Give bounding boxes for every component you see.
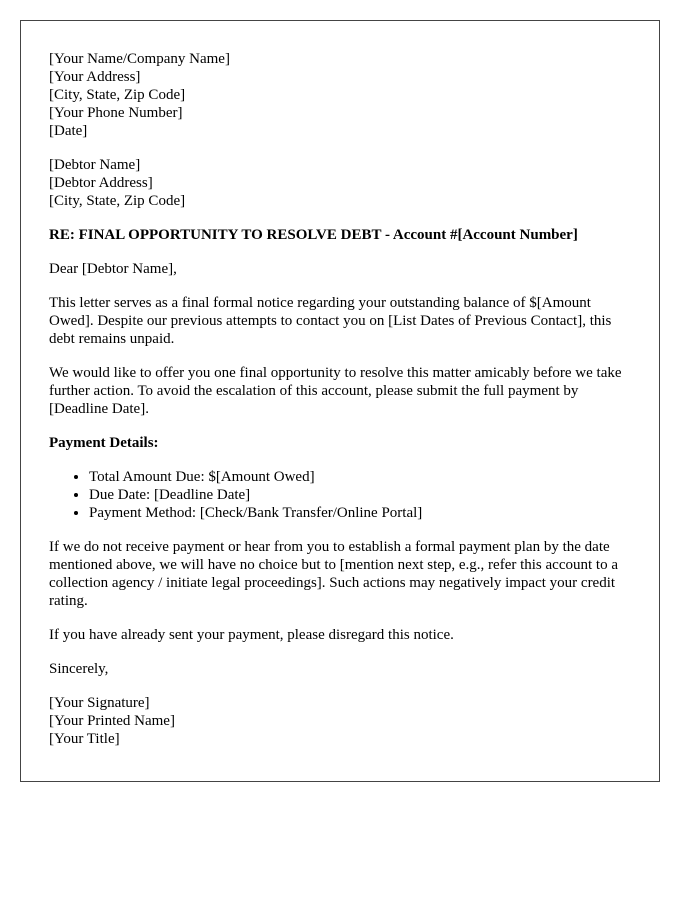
recipient-name: [Debtor Name] <box>49 157 141 173</box>
subject-line: RE: FINAL OPPORTUNITY TO RESOLVE DEBT - Account #[Account Number] <box>49 227 578 243</box>
payment-details-list <box>49 468 631 522</box>
title-line: [Your Title] <box>49 731 120 747</box>
letter-date: [Date] <box>49 123 88 139</box>
sender-block <box>49 50 631 140</box>
recipient-address: [Debtor Address] <box>49 175 153 191</box>
body-paragraph-1: This letter serves as a final formal notice regarding your outstanding balance of $[Amount Owed]. Despite our previous attempts to contact you on [List Dates of Previous Contact], this debt remains unpaid. <box>49 295 612 347</box>
list-item-due-date: • Due Date: [Deadline Date] <box>89 486 631 504</box>
list-item-payment-method: • Payment Method: [Check/Bank Transfer/Online Portal] <box>89 504 631 522</box>
signature-block <box>49 694 631 748</box>
recipient-city-state-zip: [City, State, Zip Code] <box>49 193 186 209</box>
payment-details-heading: Payment Details: <box>49 435 159 451</box>
body-paragraph-4: If you have already sent your payment, please disregard this notice. <box>49 627 454 643</box>
salutation: Dear [Debtor Name], <box>49 261 177 277</box>
sender-address: [Your Address] <box>49 69 141 85</box>
sender-city-state-zip: [City, State, Zip Code] <box>49 87 186 103</box>
body-paragraph-2: We would like to offer you one final opportunity to resolve this matter amicably before we take further action. To avoid the escalation of this account, please submit the full payment by [Deadline Date]. <box>49 365 622 417</box>
sender-phone: [Your Phone Number] <box>49 105 183 121</box>
recipient-block <box>49 156 631 210</box>
sender-name: [Your Name/Company Name] <box>49 51 230 67</box>
list-item-total-amount: • Total Amount Due: $[Amount Owed] <box>89 468 631 486</box>
signoff: Sincerely, <box>49 661 109 677</box>
printed-name-line: [Your Printed Name] <box>49 713 175 729</box>
body-paragraph-3: If we do not receive payment or hear from you to establish a formal payment plan by the date mentioned above, we will have no choice but to [mention next step, e.g., refer this account to a collection agency / initiate legal proceedings]. Such actions may negatively impact your credit rating. <box>49 539 618 609</box>
signature-line: [Your Signature] <box>49 695 150 711</box>
letter-page <box>20 20 660 782</box>
